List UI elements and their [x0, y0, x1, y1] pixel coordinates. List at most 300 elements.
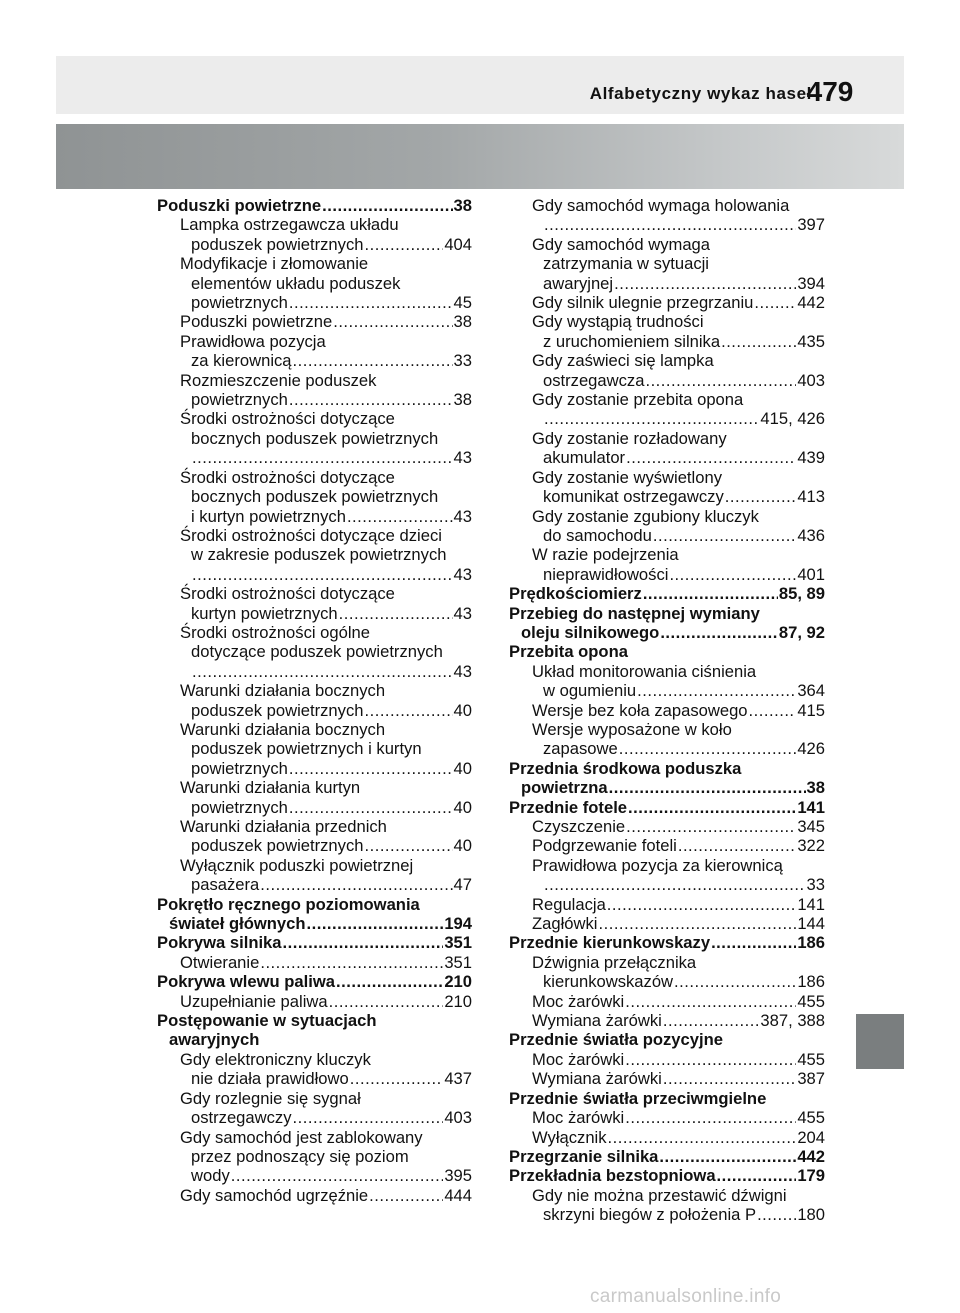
index-entry	[157, 759, 472, 778]
entry-text: Gdy zostanie przebita opona	[532, 390, 744, 410]
dot-leader	[669, 565, 796, 584]
entry-text: ostrzegawcza	[543, 370, 645, 390]
entry-page: 345	[797, 817, 825, 836]
entry-page: 47	[453, 875, 472, 895]
index-entry	[157, 584, 472, 603]
dot-leader	[364, 836, 452, 855]
entry-text: Warunki działania bocznych	[180, 719, 386, 739]
entry-text: Środki ostrożności ogólne	[180, 622, 371, 642]
index-entry	[509, 739, 825, 758]
dot-leader	[717, 1166, 797, 1185]
entry-text: ostrzegawczy	[191, 1108, 292, 1128]
entry-text: Regulacja	[532, 894, 606, 914]
entry-text: poduszek powietrznych	[191, 700, 364, 720]
entry-page: 180	[797, 1205, 825, 1225]
entry-page: 397	[797, 215, 825, 235]
index-entry	[509, 681, 825, 700]
entry-page: 403	[444, 1108, 472, 1128]
entry-page: 364	[797, 681, 825, 701]
dot-leader	[637, 681, 796, 700]
entry-text: Pokrętło ręcznego poziomowania	[157, 894, 420, 914]
index-entry	[157, 545, 472, 564]
index-column-right	[509, 196, 825, 1225]
entry-text: bocznych poduszek powietrznych	[191, 487, 439, 507]
index-entry	[157, 642, 472, 661]
index-entry	[157, 351, 472, 370]
entry-page: 38	[453, 196, 472, 215]
index-entry	[509, 487, 825, 506]
index-entry	[157, 312, 472, 331]
entry-page: 186	[797, 933, 825, 953]
entry-page: 141	[797, 894, 825, 914]
index-entry	[157, 1147, 472, 1166]
entry-page: 43	[453, 564, 472, 584]
entry-text: bocznych poduszek powietrznych	[191, 428, 439, 448]
entry-text: nie działa prawidłowo	[191, 1069, 349, 1089]
index-entry	[509, 254, 825, 273]
entry-page: 415, 426	[760, 409, 825, 429]
entry-text: nieprawidłowości	[543, 564, 669, 584]
entry-page: 43	[453, 506, 472, 526]
entry-page: 387	[797, 1069, 825, 1089]
entry-page: 186	[797, 972, 825, 992]
index-entry	[157, 1128, 472, 1147]
entry-page: 179	[797, 1166, 825, 1186]
index-heading	[157, 895, 472, 914]
entry-text: za kierownicą	[191, 351, 292, 371]
index-entry	[157, 953, 472, 972]
index-entry	[157, 235, 472, 254]
index-entry	[157, 487, 472, 506]
index-entry	[509, 914, 825, 933]
index-entry	[157, 332, 472, 351]
dot-leader	[260, 875, 452, 894]
entry-page: 351	[444, 952, 472, 972]
entry-text: Moc żarówki	[532, 1108, 625, 1128]
dot-leader	[598, 914, 796, 933]
entry-text: w ogumieniu	[543, 681, 637, 701]
entry-page: 455	[797, 1108, 825, 1128]
entry-page: 40	[453, 836, 472, 856]
entry-text: Poduszki powietrzne	[180, 312, 333, 332]
index-entry	[157, 836, 472, 855]
index-entry	[509, 1205, 825, 1224]
entry-page: 33	[806, 875, 825, 895]
entry-text: W razie podejrzenia	[532, 545, 679, 565]
dot-leader	[289, 293, 453, 312]
dot-leader	[619, 739, 797, 758]
entry-text: akumulator	[543, 448, 626, 468]
index-entry	[509, 196, 825, 215]
index-entry	[509, 507, 825, 526]
index-entry	[157, 409, 472, 428]
entry-page: 141	[797, 797, 825, 817]
entry-page: 40	[453, 700, 472, 720]
entry-text: powietrzna	[521, 778, 608, 798]
entry-page: 394	[797, 273, 825, 293]
entry-text: zatrzymania w sytuacji	[543, 254, 709, 274]
entry-text: Przebita opona	[509, 642, 628, 662]
dot-leader	[660, 623, 778, 642]
entry-text: Gdy zostanie rozładowany	[532, 428, 727, 448]
dot-leader	[322, 196, 452, 215]
entry-page: 43	[453, 448, 472, 468]
index-entry	[157, 604, 472, 623]
entry-text: awaryjnych	[169, 1030, 260, 1050]
dot-leader	[289, 798, 453, 817]
dot-leader	[350, 1069, 444, 1088]
entry-text: Przebieg do następnej wymiany	[509, 603, 760, 623]
entry-page: 38	[453, 312, 472, 332]
entry-text: kurtyn powietrznych	[191, 603, 338, 623]
dot-leader	[289, 390, 453, 409]
entry-page: 442	[797, 293, 825, 313]
index-entry	[157, 448, 472, 467]
dot-leader	[283, 933, 444, 952]
dot-leader	[663, 1011, 760, 1030]
entry-page: 38	[453, 390, 472, 410]
entry-page: 442	[797, 1146, 825, 1166]
index-entry	[157, 274, 472, 293]
entry-text: Gdy rozlegnie się sygnał	[180, 1088, 361, 1108]
index-entry	[157, 215, 472, 234]
entry-text: Środki ostrożności dotyczące	[180, 409, 395, 429]
index-entry	[509, 701, 825, 720]
entry-text: Rozmieszczenie poduszek	[180, 370, 377, 390]
index-entry	[509, 720, 825, 739]
entry-text: Prędkościomierz	[509, 584, 642, 604]
index-entry	[509, 332, 825, 351]
entry-text: powietrznych	[191, 758, 288, 778]
dot-leader	[293, 351, 453, 370]
dot-leader	[674, 972, 796, 991]
index-entry	[157, 1069, 472, 1088]
index-entry	[509, 468, 825, 487]
index-heading	[157, 196, 472, 215]
dot-leader	[192, 662, 453, 681]
dot-leader	[754, 293, 796, 312]
entry-text: Przekładnia bezstopniowa	[509, 1166, 716, 1186]
entry-text: powietrznych	[191, 293, 288, 313]
index-column-left	[157, 196, 472, 1205]
entry-page: 351	[444, 933, 472, 953]
entry-page: 144	[797, 914, 825, 934]
entry-text: Środki ostrożności dotyczące	[180, 467, 395, 487]
index-heading	[157, 972, 472, 991]
entry-text: powietrznych	[191, 797, 288, 817]
entry-text: skrzyni biegów z położenia P	[543, 1205, 757, 1225]
entry-text: Wymiana żarówki	[532, 1069, 662, 1089]
index-heading	[509, 604, 825, 623]
entry-page: 401	[797, 564, 825, 584]
dot-leader	[653, 526, 796, 545]
dot-leader	[369, 1186, 443, 1205]
index-entry	[509, 293, 825, 312]
dot-leader	[628, 798, 796, 817]
index-entry	[509, 274, 825, 293]
entry-text: Przegrzanie silnika	[509, 1146, 659, 1166]
entry-text: Wersje bez koła zapasowego	[532, 700, 748, 720]
entry-text: Gdy samochód ugrzęźnie	[180, 1185, 369, 1205]
entry-text: dotyczące poduszek powietrznych	[191, 642, 443, 662]
index-heading	[509, 1030, 825, 1049]
index-heading	[509, 584, 825, 603]
entry-text: Środki ostrożności dotyczące	[180, 584, 395, 604]
entry-text: Otwieranie	[180, 952, 260, 972]
entry-page: 210	[444, 972, 472, 992]
entry-page: 426	[797, 739, 825, 759]
index-entry	[509, 1050, 825, 1069]
entry-text: Gdy elektroniczny kluczyk	[180, 1049, 371, 1069]
dot-leader	[678, 836, 796, 855]
index-entry	[157, 662, 472, 681]
dot-leader	[609, 778, 806, 797]
dot-leader	[364, 235, 443, 254]
dot-leader	[329, 992, 444, 1011]
index-entry	[509, 992, 825, 1011]
entry-page: 395	[444, 1166, 472, 1186]
entry-text: elementów układu poduszek	[191, 273, 401, 293]
index-heading	[509, 933, 825, 952]
entry-text: Zagłówki	[532, 914, 598, 934]
entry-page: 444	[444, 1185, 472, 1205]
index-entry	[509, 371, 825, 390]
index-entry	[157, 856, 472, 875]
dot-leader	[625, 992, 796, 1011]
entry-text: w zakresie poduszek powietrznych	[191, 545, 447, 565]
entry-text: komunikat ostrzegawczy	[543, 487, 724, 507]
entry-text: Uzupełnianie paliwa	[180, 991, 328, 1011]
dot-leader	[293, 1108, 444, 1127]
dot-leader	[544, 215, 796, 234]
entry-text: pasażera	[191, 875, 260, 895]
index-entry	[509, 409, 825, 428]
entry-page: 403	[797, 370, 825, 390]
index-entry	[509, 390, 825, 409]
entry-page: 404	[444, 234, 472, 254]
entry-text: powietrznych	[191, 390, 288, 410]
dot-leader	[626, 448, 796, 467]
index-entry	[157, 623, 472, 642]
dot-leader	[231, 1166, 444, 1185]
entry-page: 455	[797, 1049, 825, 1069]
dot-leader	[614, 274, 796, 293]
entry-page: 45	[453, 293, 472, 313]
entry-page: 439	[797, 448, 825, 468]
entry-page: 322	[797, 836, 825, 856]
header-title: Alfabetyczny wykaz haseł	[589, 84, 812, 103]
entry-text: Gdy samochód jest zablokowany	[180, 1127, 423, 1147]
entry-page: 413	[797, 487, 825, 507]
dot-leader	[749, 701, 797, 720]
dot-leader	[192, 448, 453, 467]
index-heading	[157, 1011, 472, 1030]
entry-text: Gdy samochód wymaga	[532, 234, 711, 254]
entry-text: poduszek powietrznych i kurtyn	[191, 739, 422, 759]
decorative-band	[56, 124, 904, 189]
dot-leader	[626, 817, 796, 836]
dot-leader	[333, 312, 452, 331]
entry-text: Modyfikacje i złomowanie	[180, 254, 369, 274]
index-entry	[157, 798, 472, 817]
entry-text: Środki ostrożności dotyczące dzieci	[180, 525, 442, 545]
entry-text: Lampka ostrzegawcza układu	[180, 215, 399, 235]
dot-leader	[347, 507, 453, 526]
index-entry	[157, 739, 472, 758]
index-entry	[157, 817, 472, 836]
dot-leader	[721, 332, 796, 351]
entry-page: 40	[453, 797, 472, 817]
entry-page: 435	[797, 331, 825, 351]
index-entry	[157, 778, 472, 797]
index-entry	[509, 895, 825, 914]
page-number: 479	[806, 76, 854, 107]
section-thumb-tab	[856, 1014, 904, 1069]
entry-text: Wersje wyposażone w koło	[532, 719, 732, 739]
entry-page: 437	[444, 1069, 472, 1089]
index-entry	[157, 371, 472, 390]
entry-text: Przednie światła pozycyjne	[509, 1030, 723, 1050]
entry-page: 43	[453, 603, 472, 623]
entry-text: Gdy nie można przestawić dźwigni	[532, 1185, 787, 1205]
index-heading	[509, 623, 825, 642]
index-entry	[157, 1186, 472, 1205]
entry-text: Wyłącznik poduszki powietrznej	[180, 855, 414, 875]
entry-text: Moc żarówki	[532, 991, 625, 1011]
entry-text: przez podnoszący się poziom	[191, 1146, 409, 1166]
entry-page: 85, 89	[778, 584, 825, 604]
entry-text: Poduszki powietrzne	[157, 196, 322, 215]
entry-page: 210	[444, 991, 472, 1011]
index-heading	[509, 778, 825, 797]
index-entry	[509, 856, 825, 875]
index-entry	[509, 875, 825, 894]
index-entry	[509, 1108, 825, 1127]
index-entry	[157, 720, 472, 739]
index-heading	[509, 642, 825, 661]
index-entry	[509, 429, 825, 448]
entry-text: Gdy zostanie wyświetlony	[532, 467, 722, 487]
dot-leader	[643, 584, 778, 603]
entry-text: wody	[191, 1166, 230, 1186]
entry-text: Prawidłowa pozycja za kierownicą	[532, 855, 783, 875]
entry-page: 33	[453, 351, 472, 371]
index-entry	[157, 1050, 472, 1069]
index-entry	[157, 701, 472, 720]
dot-leader	[663, 1069, 796, 1088]
entry-text: Warunki działania bocznych	[180, 681, 386, 701]
entry-text: Wyłącznik	[532, 1127, 607, 1147]
index-entry	[157, 429, 472, 448]
index-heading	[509, 798, 825, 817]
entry-text: poduszek powietrznych	[191, 836, 364, 856]
index-entry	[509, 1128, 825, 1147]
index-entry	[157, 390, 472, 409]
index-entry	[157, 507, 472, 526]
index-entry	[509, 545, 825, 564]
dot-leader	[260, 953, 443, 972]
entry-text: oleju silnikowego	[521, 622, 660, 642]
dot-leader	[364, 701, 452, 720]
index-entry	[509, 565, 825, 584]
index-entry	[509, 1069, 825, 1088]
index-entry	[157, 254, 472, 273]
index-heading	[509, 1166, 825, 1185]
dot-leader	[289, 759, 453, 778]
entry-text: Wymiana żarówki	[532, 1011, 662, 1031]
entry-text: poduszek powietrznych	[191, 234, 364, 254]
index-heading	[157, 1030, 472, 1049]
index-entry	[157, 681, 472, 700]
index-entry	[157, 1108, 472, 1127]
entry-text: Podgrzewanie foteli	[532, 836, 677, 856]
index-heading	[509, 1089, 825, 1108]
index-entry	[157, 992, 472, 1011]
entry-page: 455	[797, 991, 825, 1011]
index-entry	[509, 1011, 825, 1030]
dot-leader	[608, 1128, 797, 1147]
index-heading	[509, 759, 825, 778]
entry-text: Czyszczenie	[532, 817, 626, 836]
entry-text: Dźwignia przełącznika	[532, 952, 697, 972]
index-heading	[509, 1147, 825, 1166]
entry-text: Przednie kierunkowskazy	[509, 933, 711, 953]
entry-text: Warunki działania przednich	[180, 817, 387, 836]
entry-text: i kurtyn powietrznych	[191, 506, 346, 526]
entry-page: 415	[797, 700, 825, 720]
dot-leader	[725, 487, 797, 506]
entry-text: Gdy zostanie zgubiony kluczyk	[532, 506, 759, 526]
index-entry	[509, 235, 825, 254]
entry-text: Gdy samochód wymaga holowania	[532, 196, 790, 215]
entry-text: Pokrywa wlewu paliwa	[157, 972, 335, 992]
entry-text: Warunki działania kurtyn	[180, 778, 361, 798]
index-entry	[157, 293, 472, 312]
entry-text: Postępowanie w sytuacjach	[157, 1011, 377, 1031]
entry-text: kierunkowskazów	[543, 972, 674, 992]
entry-page: 204	[797, 1127, 825, 1147]
entry-page: 194	[444, 914, 472, 934]
index-entry	[509, 1186, 825, 1205]
entry-text: zapasowe	[543, 739, 618, 759]
index-entry	[157, 468, 472, 487]
entry-text: Prawidłowa pozycja	[180, 331, 326, 351]
index-entry	[509, 836, 825, 855]
index-entry	[509, 953, 825, 972]
index-heading	[157, 914, 472, 933]
entry-text: świateł głównych	[169, 914, 306, 934]
index-entry	[509, 448, 825, 467]
entry-page: 387, 388	[760, 1011, 825, 1031]
entry-text: Przednie fotele	[509, 797, 628, 817]
entry-text: Gdy zaświeci się lampka	[532, 351, 714, 371]
index-entry	[509, 526, 825, 545]
index-entry	[157, 565, 472, 584]
entry-page: 38	[806, 778, 825, 798]
entry-text: Pokrywa silnika	[157, 933, 282, 953]
index-entry	[157, 1089, 472, 1108]
index-entry	[157, 1166, 472, 1185]
entry-page: 40	[453, 758, 472, 778]
entry-text: Układ monitorowania ciśnienia	[532, 661, 757, 681]
dot-leader	[659, 1147, 796, 1166]
dot-leader	[645, 371, 796, 390]
entry-text: Moc żarówki	[532, 1049, 625, 1069]
dot-leader	[336, 972, 443, 991]
entry-text: Gdy silnik ulegnie przegrzaniu	[532, 293, 754, 313]
dot-leader	[339, 604, 453, 623]
entry-text: z uruchomieniem silnika	[543, 331, 721, 351]
